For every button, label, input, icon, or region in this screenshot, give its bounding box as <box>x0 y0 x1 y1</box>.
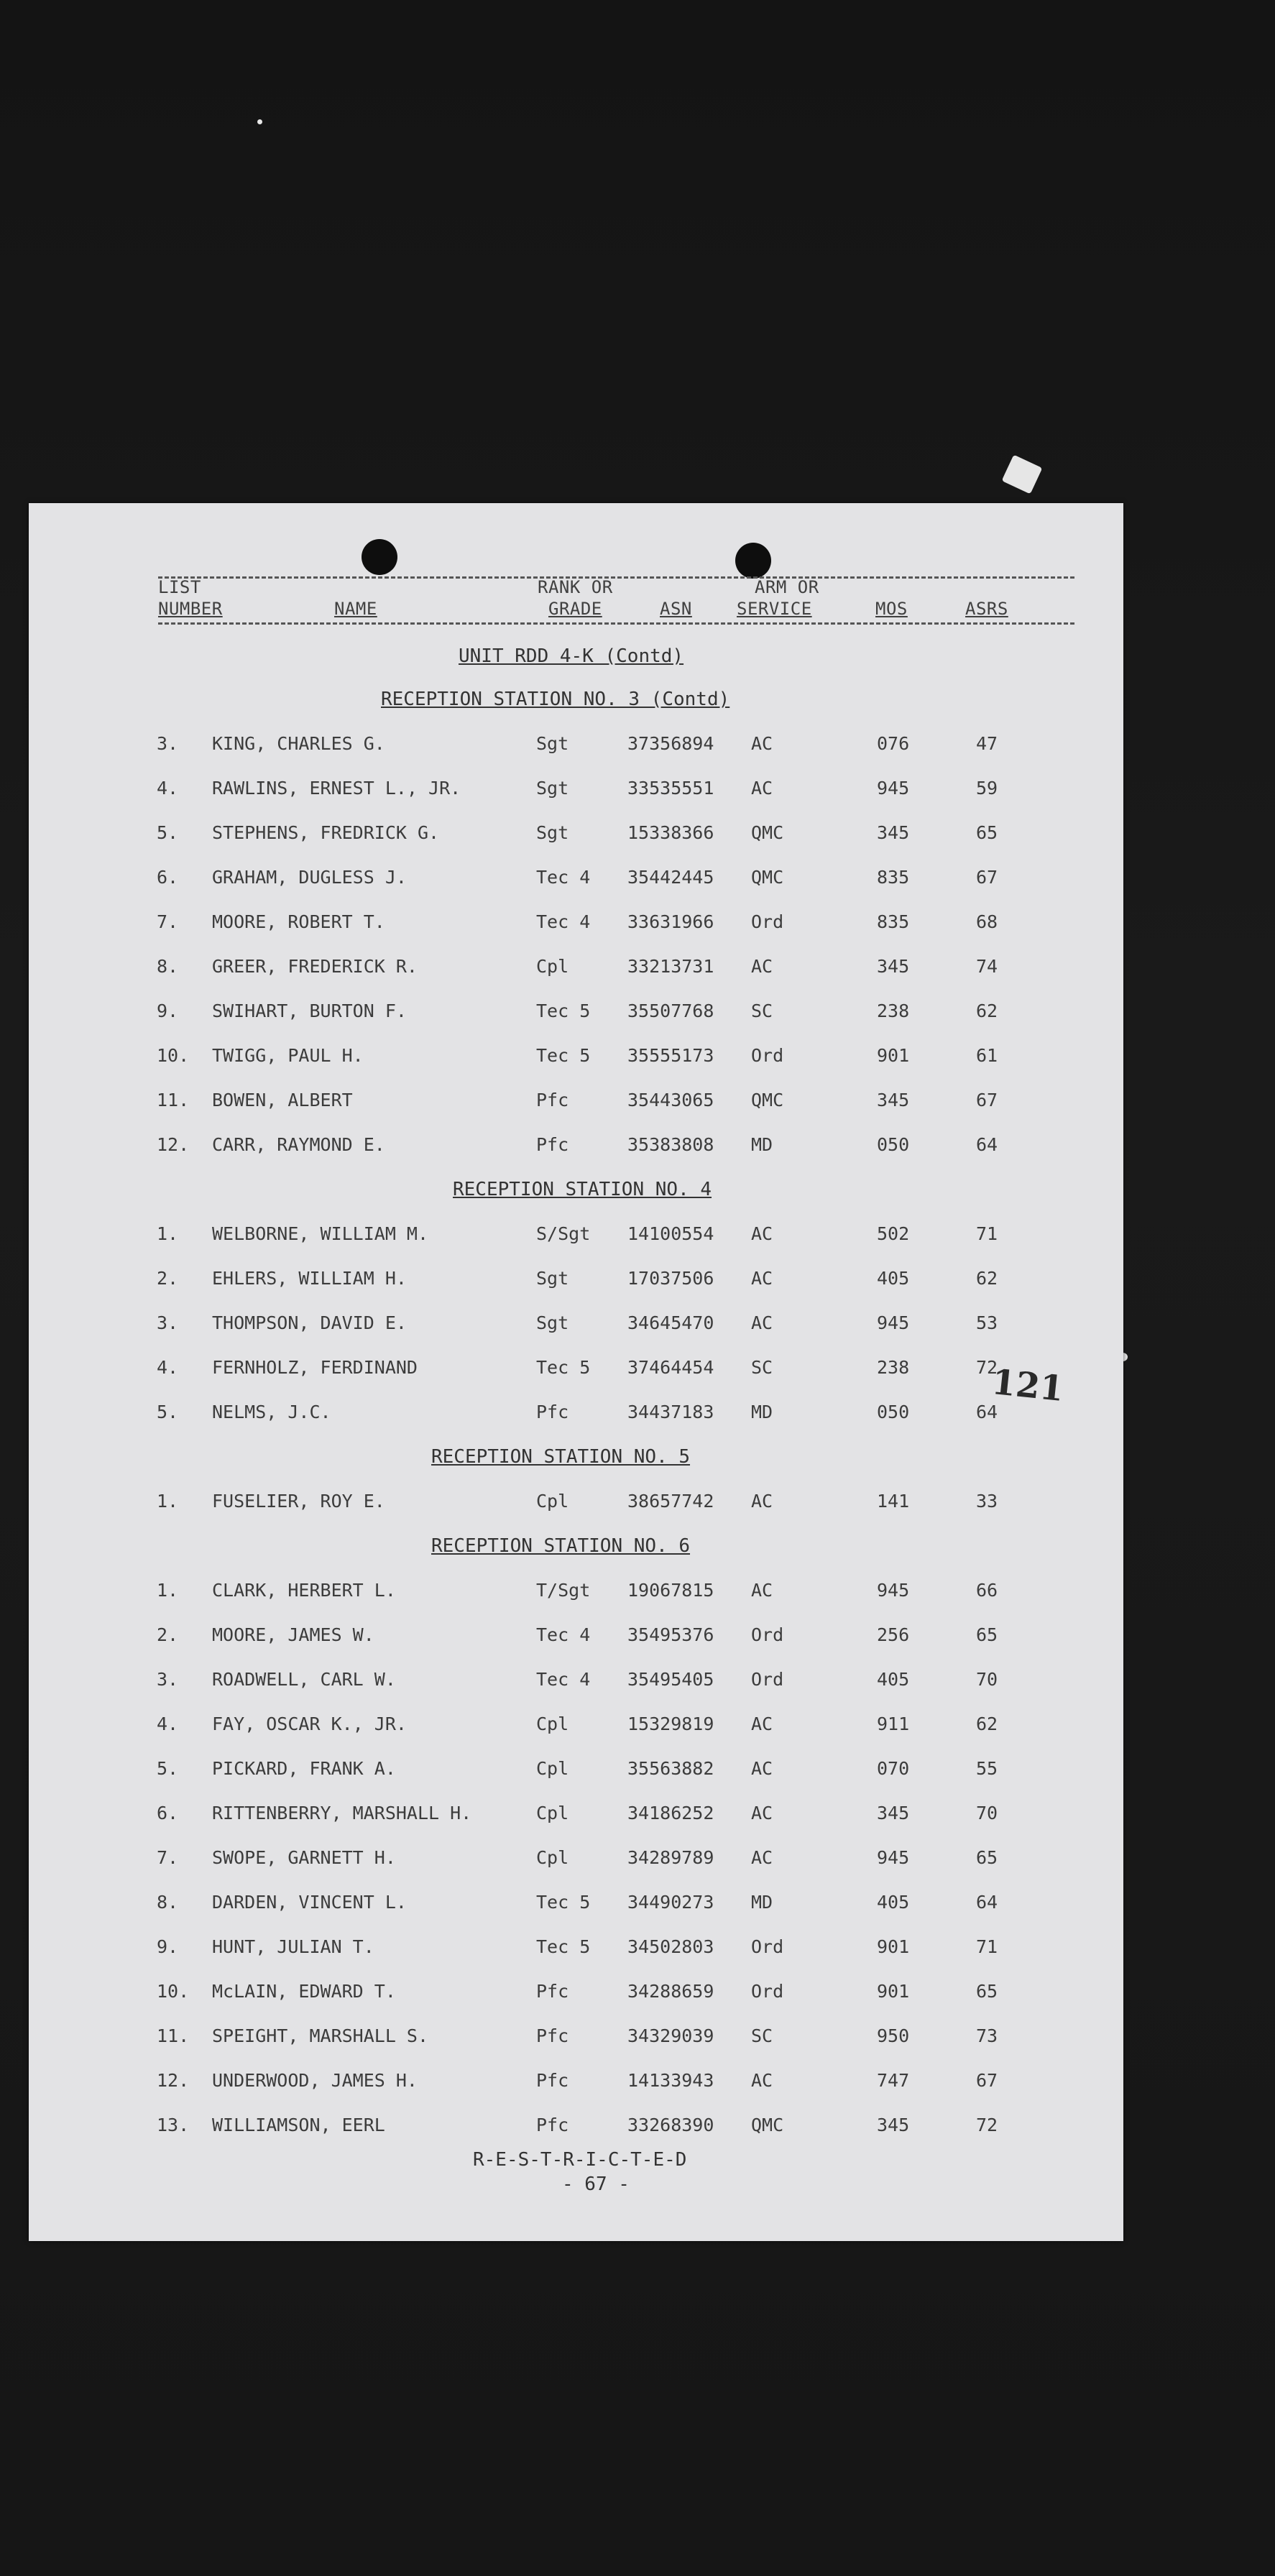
name-cell: BOWEN, ALBERT <box>212 1090 353 1110</box>
asrs-cell: 62 <box>976 1714 998 1734</box>
table-row <box>29 1936 1123 1965</box>
asn-cell: 35495405 <box>627 1669 714 1690</box>
header-name: NAME <box>334 599 377 619</box>
arm-service-cell: QMC <box>751 2115 784 2135</box>
arm-service-cell: Ord <box>751 1669 784 1690</box>
name-cell: KING, CHARLES G. <box>212 733 385 754</box>
table-row <box>29 1714 1123 1742</box>
asrs-cell: 62 <box>976 1000 998 1021</box>
arm-service-cell: AC <box>751 1223 773 1244</box>
asrs-cell: 70 <box>976 1803 998 1823</box>
rank-cell: Tec 4 <box>536 1669 591 1690</box>
arm-service-cell: AC <box>751 1803 773 1823</box>
table-row <box>29 1000 1123 1029</box>
arm-service-cell: Ord <box>751 1045 784 1066</box>
asn-cell: 35555173 <box>627 1045 714 1066</box>
asn-cell: 15329819 <box>627 1714 714 1734</box>
asrs-cell: 59 <box>976 778 998 799</box>
table-row <box>29 1090 1123 1118</box>
header-arm-line1: ARM OR <box>755 577 819 597</box>
header-rule-top <box>158 576 1074 579</box>
mos-cell: 070 <box>877 1758 910 1779</box>
name-cell: MOORE, JAMES W. <box>212 1624 374 1645</box>
arm-service-cell: AC <box>751 1714 773 1734</box>
list-number-cell: 5. <box>157 822 179 843</box>
header-mos: MOS <box>875 599 908 619</box>
table-row <box>29 1892 1123 1920</box>
table-row <box>29 1402 1123 1430</box>
table-row <box>29 1803 1123 1831</box>
table-row <box>29 1847 1123 1876</box>
rank-cell: Pfc <box>536 1981 569 2002</box>
mos-cell: 945 <box>877 1580 910 1601</box>
rank-cell: Pfc <box>536 2115 569 2135</box>
rank-cell: Cpl <box>536 1758 569 1779</box>
header-rank-line2: GRADE <box>548 599 602 619</box>
table-row <box>29 2025 1123 2054</box>
asn-cell: 35443065 <box>627 1090 714 1110</box>
asrs-cell: 71 <box>976 1223 998 1244</box>
rank-cell: Cpl <box>536 1714 569 1734</box>
list-number-cell: 1. <box>157 1580 179 1601</box>
mos-cell: 405 <box>877 1268 910 1289</box>
asn-cell: 14133943 <box>627 2070 714 2091</box>
mos-cell: 345 <box>877 822 910 843</box>
list-number-cell: 2. <box>157 1268 179 1289</box>
asn-cell: 37464454 <box>627 1357 714 1378</box>
mos-cell: 950 <box>877 2025 910 2046</box>
asrs-cell: 33 <box>976 1491 998 1512</box>
asrs-cell: 62 <box>976 1268 998 1289</box>
arm-service-cell: SC <box>751 2025 773 2046</box>
arm-service-cell: AC <box>751 1312 773 1333</box>
asrs-cell: 66 <box>976 1580 998 1601</box>
punch-hole-left <box>362 539 397 575</box>
list-number-cell: 12. <box>157 2070 190 2091</box>
asn-cell: 33213731 <box>627 956 714 977</box>
asn-cell: 37356894 <box>627 733 714 754</box>
asn-cell: 34329039 <box>627 2025 714 2046</box>
rank-cell: Pfc <box>536 2025 569 2046</box>
header-arm-line2: SERVICE <box>737 599 812 619</box>
rank-cell: Tec 5 <box>536 1892 591 1913</box>
unit-title: UNIT RDD 4-K (Contd) <box>459 645 684 667</box>
list-number-cell: 3. <box>157 1669 179 1690</box>
asn-cell: 33535551 <box>627 778 714 799</box>
asn-cell: 33268390 <box>627 2115 714 2135</box>
name-cell: FERNHOLZ, FERDINAND <box>212 1357 418 1378</box>
list-number-cell: 8. <box>157 956 179 977</box>
mos-cell: 835 <box>877 911 910 932</box>
document-page <box>29 503 1123 2241</box>
footer-restricted: R-E-S-T-R-I-C-T-E-D <box>473 2149 687 2171</box>
mos-cell: 945 <box>877 778 910 799</box>
arm-service-cell: AC <box>751 733 773 754</box>
name-cell: PICKARD, FRANK A. <box>212 1758 396 1779</box>
section-title: RECEPTION STATION NO. 6 <box>431 1535 691 1557</box>
list-number-cell: 12. <box>157 1134 190 1155</box>
mos-cell: 945 <box>877 1312 910 1333</box>
rank-cell: Pfc <box>536 1402 569 1422</box>
arm-service-cell: AC <box>751 778 773 799</box>
asn-cell: 35383808 <box>627 1134 714 1155</box>
asn-cell: 34437183 <box>627 1402 714 1422</box>
arm-service-cell: MD <box>751 1402 773 1422</box>
mos-cell: 405 <box>877 1669 910 1690</box>
arm-service-cell: QMC <box>751 822 784 843</box>
asrs-cell: 65 <box>976 1624 998 1645</box>
arm-service-cell: MD <box>751 1134 773 1155</box>
asn-cell: 33631966 <box>627 911 714 932</box>
header-asrs: ASRS <box>965 599 1008 619</box>
asrs-cell: 64 <box>976 1892 998 1913</box>
table-row <box>29 1357 1123 1386</box>
name-cell: THOMPSON, DAVID E. <box>212 1312 407 1333</box>
table-row <box>29 1312 1123 1341</box>
rank-cell: Cpl <box>536 1847 569 1868</box>
arm-service-cell: Ord <box>751 911 784 932</box>
name-cell: EHLERS, WILLIAM H. <box>212 1268 407 1289</box>
asrs-cell: 72 <box>976 1357 998 1378</box>
rank-cell: Tec 5 <box>536 1045 591 1066</box>
dust-speck <box>257 119 262 124</box>
stamped-page-number: 121 <box>990 1361 1066 1410</box>
asrs-cell: 68 <box>976 911 998 932</box>
list-number-cell: 4. <box>157 778 179 799</box>
mos-cell: 945 <box>877 1847 910 1868</box>
asrs-cell: 72 <box>976 2115 998 2135</box>
mos-cell: 405 <box>877 1892 910 1913</box>
list-number-cell: 4. <box>157 1357 179 1378</box>
name-cell: GREER, FREDERICK R. <box>212 956 418 977</box>
asn-cell: 34502803 <box>627 1936 714 1957</box>
mos-cell: 901 <box>877 1981 910 2002</box>
arm-service-cell: Ord <box>751 1981 784 2002</box>
mos-cell: 238 <box>877 1000 910 1021</box>
table-row <box>29 1758 1123 1787</box>
rank-cell: Tec 5 <box>536 1936 591 1957</box>
list-number-cell: 3. <box>157 1312 179 1333</box>
list-number-cell: 1. <box>157 1223 179 1244</box>
table-row <box>29 1624 1123 1653</box>
table-row <box>29 1134 1123 1163</box>
asn-cell: 14100554 <box>627 1223 714 1244</box>
list-number-cell: 11. <box>157 1090 190 1110</box>
list-number-cell: 9. <box>157 1000 179 1021</box>
asrs-cell: 74 <box>976 956 998 977</box>
mos-cell: 076 <box>877 733 910 754</box>
asn-cell: 34186252 <box>627 1803 714 1823</box>
mos-cell: 502 <box>877 1223 910 1244</box>
rank-cell: Sgt <box>536 822 569 843</box>
name-cell: WELBORNE, WILLIAM M. <box>212 1223 429 1244</box>
mos-cell: 238 <box>877 1357 910 1378</box>
rank-cell: Sgt <box>536 733 569 754</box>
arm-service-cell: MD <box>751 1892 773 1913</box>
arm-service-cell: AC <box>751 1847 773 1868</box>
footer-page-number: - 67 - <box>562 2174 630 2195</box>
mos-cell: 345 <box>877 956 910 977</box>
list-number-cell: 7. <box>157 911 179 932</box>
rank-cell: Tec 5 <box>536 1357 591 1378</box>
rank-cell: Cpl <box>536 956 569 977</box>
table-row <box>29 1580 1123 1609</box>
rank-cell: S/Sgt <box>536 1223 591 1244</box>
rank-cell: Pfc <box>536 1090 569 1110</box>
rank-cell: Cpl <box>536 1803 569 1823</box>
list-number-cell: 8. <box>157 1892 179 1913</box>
name-cell: GRAHAM, DUGLESS J. <box>212 867 407 888</box>
mos-cell: 050 <box>877 1134 910 1155</box>
table-row <box>29 778 1123 806</box>
table-row <box>29 956 1123 985</box>
name-cell: FAY, OSCAR K., JR. <box>212 1714 407 1734</box>
rank-cell: Sgt <box>536 1312 569 1333</box>
list-number-cell: 11. <box>157 2025 190 2046</box>
mos-cell: 050 <box>877 1402 910 1422</box>
asn-cell: 34645470 <box>627 1312 714 1333</box>
asrs-cell: 71 <box>976 1936 998 1957</box>
name-cell: ROADWELL, CARL W. <box>212 1669 396 1690</box>
name-cell: SPEIGHT, MARSHALL S. <box>212 2025 429 2046</box>
asn-cell: 34490273 <box>627 1892 714 1913</box>
asrs-cell: 70 <box>976 1669 998 1690</box>
table-row <box>29 1268 1123 1297</box>
asrs-cell: 67 <box>976 1090 998 1110</box>
table-row <box>29 1981 1123 2010</box>
asrs-cell: 64 <box>976 1402 998 1422</box>
asn-cell: 35442445 <box>627 867 714 888</box>
name-cell: RAWLINS, ERNEST L., JR. <box>212 778 461 799</box>
arm-service-cell: AC <box>751 2070 773 2091</box>
asrs-cell: 67 <box>976 867 998 888</box>
table-row <box>29 2070 1123 2099</box>
arm-service-cell: QMC <box>751 1090 784 1110</box>
mos-cell: 901 <box>877 1045 910 1066</box>
name-cell: HUNT, JULIAN T. <box>212 1936 374 1957</box>
table-row <box>29 1223 1123 1252</box>
list-number-cell: 13. <box>157 2115 190 2135</box>
table-row <box>29 1045 1123 1074</box>
asrs-cell: 64 <box>976 1134 998 1155</box>
arm-service-cell: AC <box>751 1268 773 1289</box>
table-row <box>29 867 1123 896</box>
name-cell: WILLIAMSON, EERL <box>212 2115 385 2135</box>
arm-service-cell: AC <box>751 956 773 977</box>
rank-cell: Cpl <box>536 1491 569 1512</box>
mos-cell: 256 <box>877 1624 910 1645</box>
list-number-cell: 7. <box>157 1847 179 1868</box>
mos-cell: 345 <box>877 1090 910 1110</box>
arm-service-cell: AC <box>751 1580 773 1601</box>
arm-service-cell: Ord <box>751 1936 784 1957</box>
list-number-cell: 2. <box>157 1624 179 1645</box>
rank-cell: Tec 4 <box>536 1624 591 1645</box>
mos-cell: 835 <box>877 867 910 888</box>
asn-cell: 17037506 <box>627 1268 714 1289</box>
list-number-cell: 5. <box>157 1402 179 1422</box>
section-title: RECEPTION STATION NO. 3 (Contd) <box>381 689 730 710</box>
list-number-cell: 10. <box>157 1045 190 1066</box>
table-row <box>29 911 1123 940</box>
asn-cell: 38657742 <box>627 1491 714 1512</box>
mos-cell: 901 <box>877 1936 910 1957</box>
arm-service-cell: Ord <box>751 1624 784 1645</box>
asrs-cell: 65 <box>976 822 998 843</box>
asn-cell: 35563882 <box>627 1758 714 1779</box>
name-cell: DARDEN, VINCENT L. <box>212 1892 407 1913</box>
name-cell: MOORE, ROBERT T. <box>212 911 385 932</box>
asn-cell: 19067815 <box>627 1580 714 1601</box>
rank-cell: Sgt <box>536 778 569 799</box>
section-title: RECEPTION STATION NO. 4 <box>453 1179 712 1200</box>
rank-cell: T/Sgt <box>536 1580 591 1601</box>
section-title: RECEPTION STATION NO. 5 <box>431 1446 691 1468</box>
list-number-cell: 5. <box>157 1758 179 1779</box>
arm-service-cell: AC <box>751 1491 773 1512</box>
table-row <box>29 733 1123 762</box>
arm-service-cell: QMC <box>751 867 784 888</box>
name-cell: CLARK, HERBERT L. <box>212 1580 396 1601</box>
name-cell: FUSELIER, ROY E. <box>212 1491 385 1512</box>
asrs-cell: 55 <box>976 1758 998 1779</box>
asn-cell: 35495376 <box>627 1624 714 1645</box>
mos-cell: 345 <box>877 2115 910 2135</box>
table-row <box>29 1491 1123 1519</box>
list-number-cell: 6. <box>157 1803 179 1823</box>
header-rule-bottom <box>158 622 1074 625</box>
list-number-cell: 4. <box>157 1714 179 1734</box>
arm-service-cell: AC <box>751 1758 773 1779</box>
list-number-cell: 3. <box>157 733 179 754</box>
rank-cell: Pfc <box>536 2070 569 2091</box>
name-cell: TWIGG, PAUL H. <box>212 1045 364 1066</box>
name-cell: SWIHART, BURTON F. <box>212 1000 407 1021</box>
mos-cell: 141 <box>877 1491 910 1512</box>
asrs-cell: 53 <box>976 1312 998 1333</box>
rank-cell: Sgt <box>536 1268 569 1289</box>
name-cell: UNDERWOOD, JAMES H. <box>212 2070 418 2091</box>
asn-cell: 35507768 <box>627 1000 714 1021</box>
list-number-cell: 9. <box>157 1936 179 1957</box>
mos-cell: 345 <box>877 1803 910 1823</box>
name-cell: NELMS, J.C. <box>212 1402 331 1422</box>
list-number-cell: 6. <box>157 867 179 888</box>
rank-cell: Tec 5 <box>536 1000 591 1021</box>
rank-cell: Tec 4 <box>536 911 591 932</box>
asrs-cell: 61 <box>976 1045 998 1066</box>
mos-cell: 747 <box>877 2070 910 2091</box>
header-rank-line1: RANK OR <box>538 577 613 597</box>
rank-cell: Pfc <box>536 1134 569 1155</box>
asrs-cell: 67 <box>976 2070 998 2091</box>
list-number-cell: 10. <box>157 1981 190 2002</box>
arm-service-cell: SC <box>751 1000 773 1021</box>
asn-cell: 15338366 <box>627 822 714 843</box>
table-row <box>29 1669 1123 1698</box>
header-list-line2: NUMBER <box>158 599 223 619</box>
name-cell: CARR, RAYMOND E. <box>212 1134 385 1155</box>
asrs-cell: 65 <box>976 1847 998 1868</box>
rank-cell: Tec 4 <box>536 867 591 888</box>
list-number-cell: 1. <box>157 1491 179 1512</box>
name-cell: RITTENBERRY, MARSHALL H. <box>212 1803 472 1823</box>
name-cell: STEPHENS, FREDRICK G. <box>212 822 440 843</box>
asrs-cell: 73 <box>976 2025 998 2046</box>
table-row <box>29 822 1123 851</box>
asrs-cell: 65 <box>976 1981 998 2002</box>
table-row <box>29 2115 1123 2143</box>
mos-cell: 911 <box>877 1714 910 1734</box>
asn-cell: 34289789 <box>627 1847 714 1868</box>
asn-cell: 34288659 <box>627 1981 714 2002</box>
punch-hole-right <box>735 543 771 579</box>
name-cell: SWOPE, GARNETT H. <box>212 1847 396 1868</box>
header-list-line1: LIST <box>158 577 201 597</box>
header-asn: ASN <box>660 599 692 619</box>
arm-service-cell: SC <box>751 1357 773 1378</box>
asrs-cell: 47 <box>976 733 998 754</box>
name-cell: McLAIN, EDWARD T. <box>212 1981 396 2002</box>
